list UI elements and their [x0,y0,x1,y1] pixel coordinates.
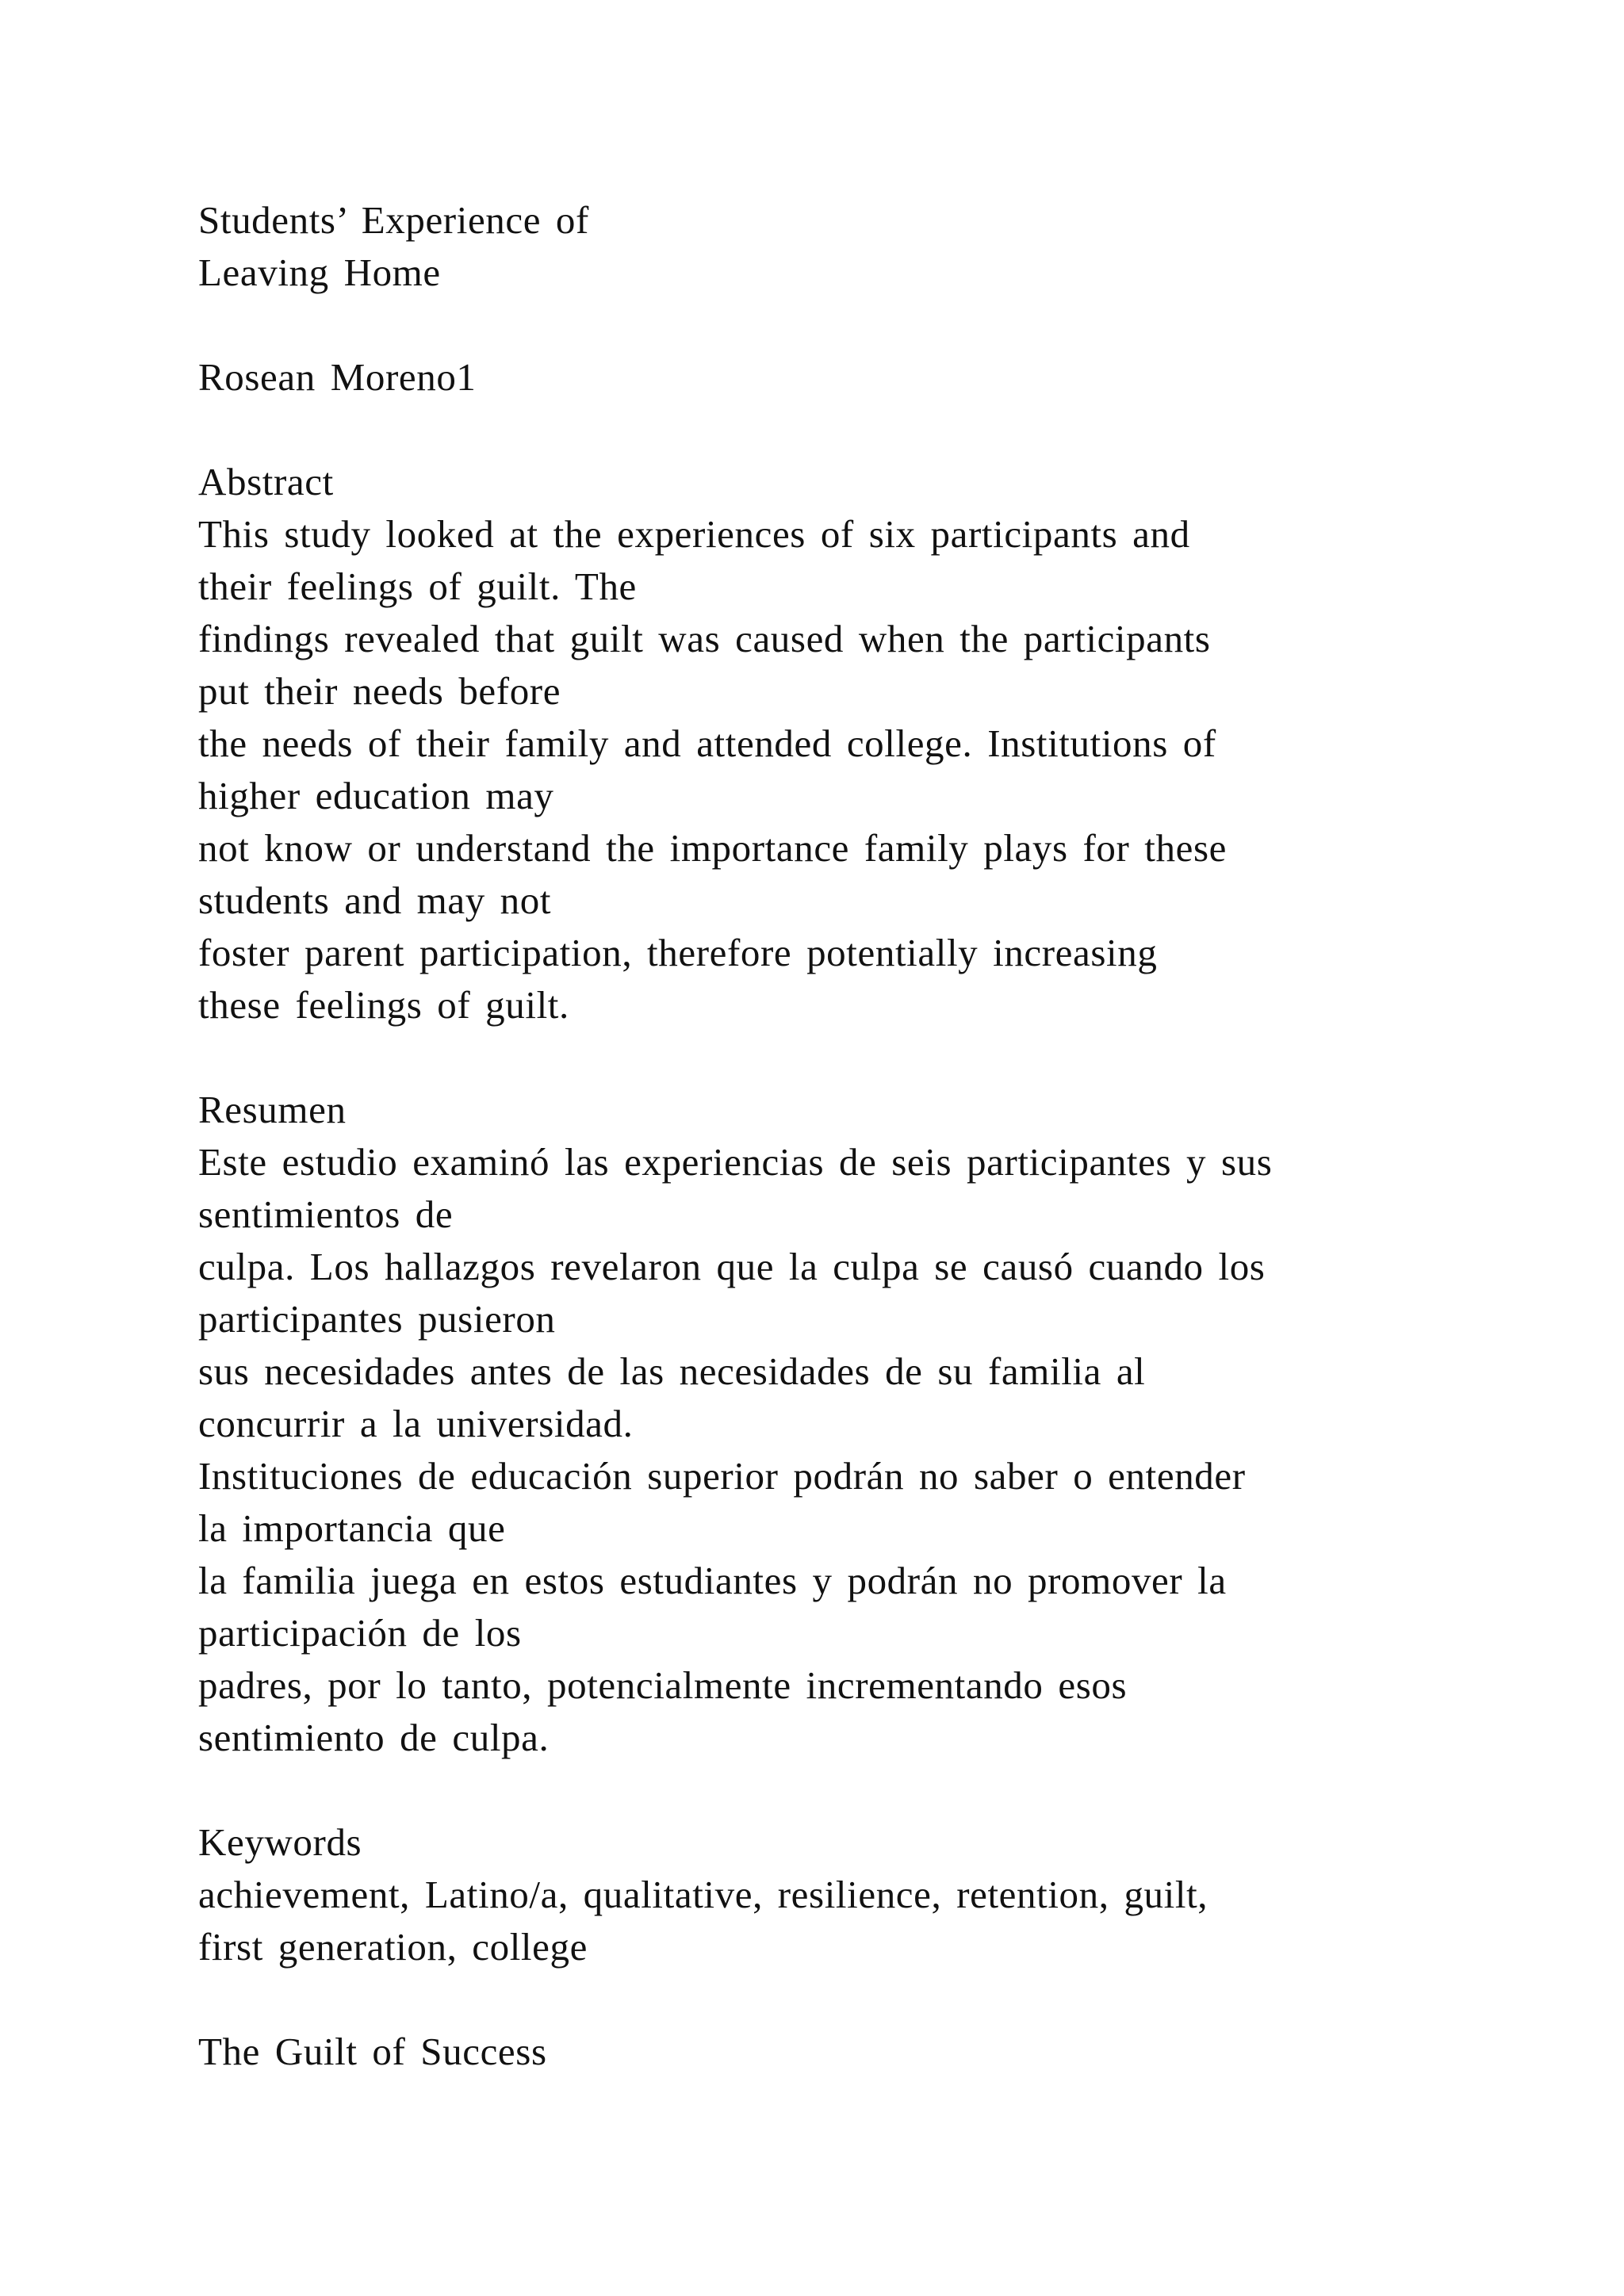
abstract-line: findings revealed that guilt was caused when the participants [198,617,1211,660]
abstract-line: their feelings of guilt. The [198,564,637,608]
abstract-heading: Abstract [198,460,334,503]
resumen-line: participantes pusieron [198,1297,556,1341]
resumen-line: padres, por lo tanto, potencialmente incrementando esos [198,1663,1128,1707]
abstract-line: students and may not [198,878,552,922]
abstract-line: foster parent participation, therefore potentially increasing [198,931,1158,974]
abstract-line: not know or understand the importance family plays for these [198,826,1227,870]
keywords-line: first generation, college [198,1925,588,1969]
resumen-heading: Resumen [198,1088,347,1131]
article-title [198,194,1594,299]
resumen-line: participación de los [198,1611,522,1655]
resumen-line: culpa. Los hallazgos revelaron que la culpa se causó cuando los [198,1245,1266,1288]
title-line: Leaving Home [198,251,441,294]
abstract-section [198,456,1594,1031]
author-name: Rosean Moreno1 [198,355,477,399]
resumen-line: la familia juega en estos estudiantes y podrán no promover la [198,1559,1227,1602]
title-line: Students’ Experience of [198,198,589,242]
abstract-line: put their needs before [198,669,561,713]
resumen-line: sentimientos de [198,1192,454,1236]
keywords-heading: Keywords [198,1820,362,1864]
keywords-section [198,1816,1594,1973]
resumen-line: sentimiento de culpa. [198,1716,550,1759]
resumen-line: concurrir a la universidad. [198,1402,634,1445]
resumen-line: sus necesidades antes de las necesidades de su familia al [198,1349,1146,1393]
resumen-line: Este estudio examinó las experiencias de seis participantes y sus [198,1140,1273,1184]
abstract-line: the needs of their family and attended college. Institutions of [198,721,1216,765]
abstract-line: This study looked at the experiences of six participants and [198,512,1190,556]
resumen-line: la importancia que [198,1506,506,1550]
keywords-line: achievement, Latino/a, qualitative, resilience, retention, guilt, [198,1873,1208,1916]
abstract-line: these feelings of guilt. [198,983,569,1027]
document-page [198,194,1594,2078]
section-heading: The Guilt of Success [198,2030,547,2073]
resumen-line: Instituciones de educación superior podrán no saber o entender [198,1454,1246,1498]
abstract-line: higher education may [198,774,554,817]
resumen-section [198,1084,1594,1764]
